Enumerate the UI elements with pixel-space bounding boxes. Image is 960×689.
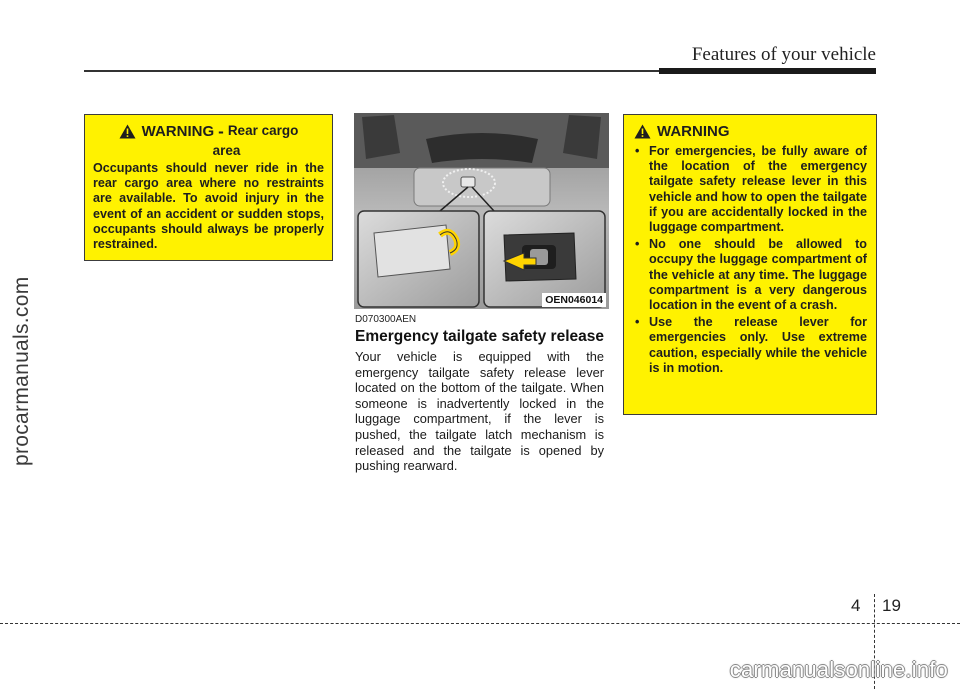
section-title: Emergency tailgate safety release xyxy=(355,328,604,345)
warning-heading xyxy=(93,123,324,143)
side-watermark: procarmanuals.com xyxy=(10,276,33,466)
warning-heading xyxy=(634,123,867,140)
warning-list-item: • Use the release lever for emergencies only. Use extreme caution, especially while the vehicle is in motion. xyxy=(634,315,867,376)
warning-title: WARNING xyxy=(141,123,215,140)
page-chapter-number: 4 xyxy=(851,596,861,615)
warning-triangle-icon xyxy=(119,124,136,139)
section-code: D070300AEN xyxy=(355,314,417,325)
warning-separator: - xyxy=(218,122,224,141)
page-number: 19 xyxy=(882,596,901,615)
warning-subtitle-line2: area xyxy=(212,143,241,158)
figure-label: OEN046014 xyxy=(542,293,606,307)
warning-subtitle: Rear cargo xyxy=(227,123,299,138)
warning-box-rear-cargo xyxy=(84,114,333,261)
tailgate-illustration-art xyxy=(354,113,609,309)
warning-title: WARNING xyxy=(657,123,730,140)
warning-list-item: • For emergencies, be fully aware of the location of the emergency tailgate safety release lever in this vehicle and how to open the tailgate if you are accidentally locked in the luggage compartment. xyxy=(634,144,867,235)
section-body: Your vehicle is equipped with the emergency tailgate safety release lever located on the bottom of the tailgate. When someone is inadvertently locked in the luggage compartment, if the lever is pushed, the tailgate latch mechanism is released and the tailgate is opened by pushing rearward. xyxy=(355,349,604,474)
warning-list xyxy=(634,144,867,376)
warning-triangle-icon xyxy=(634,124,651,139)
warning-body: Occupants should never ride in the rear cargo area where no restraints are available. To avoid injury in the event of an accident or sudden stops, occupants should always be properly restrained. xyxy=(93,161,324,252)
footer-watermark: carmanualsonline.info xyxy=(729,657,948,682)
header-rule-accent xyxy=(659,68,876,74)
page-header-title: Features of your vehicle xyxy=(691,44,876,65)
warning-box-emergency xyxy=(623,114,877,415)
warning-list-item: • No one should be allowed to occupy the luggage compartment of the vehicle at any time. The luggage compartment is a very dangerous location in the event of a crash. xyxy=(634,237,867,313)
footer-rule xyxy=(0,623,960,624)
tailgate-release-illustration xyxy=(354,113,609,309)
